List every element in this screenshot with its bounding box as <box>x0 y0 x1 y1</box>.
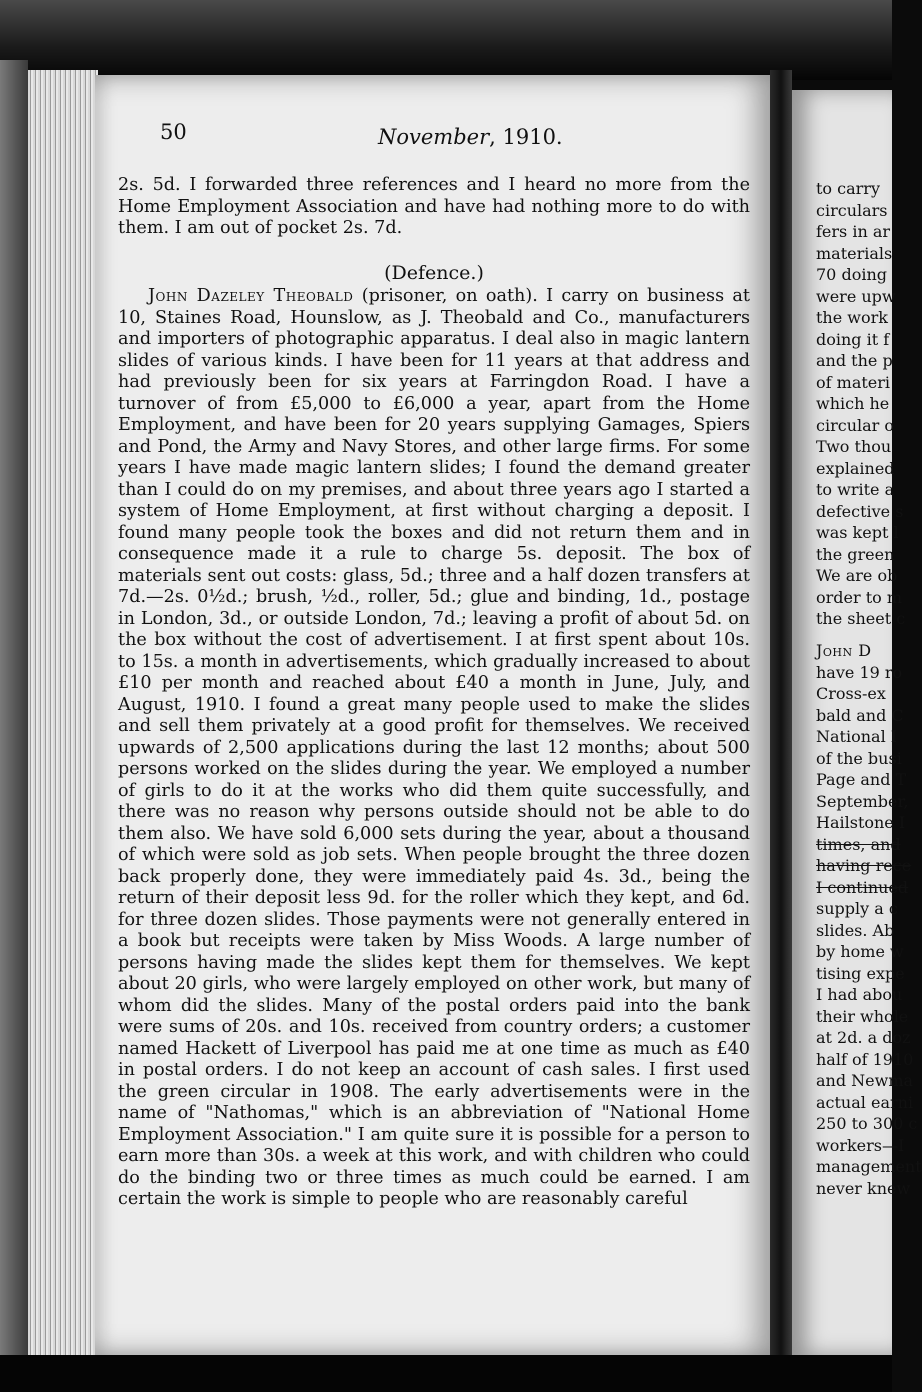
facing-line: never knew <box>816 1178 911 1198</box>
facing-line: the green <box>816 544 895 564</box>
facing-line: doing it f <box>816 329 890 349</box>
facing-line: fers in ar <box>816 222 891 241</box>
facing-line: 250 to 300 c <box>816 1114 918 1133</box>
facing-line: was kept l <box>816 523 899 542</box>
facing-line: defective s <box>816 501 904 521</box>
defence-testimony-text: (prisoner, on oath). I carry on business at 10, Staines Road, Hounslow, as J. Theobald and Co., manufacturers and importers of photographic apparatus. I deal also in magic lantern slides of various kinds. I have been for 11 years at that address and had previously been for six years at Farringdon Road. I have a turnover of from £5,000 to £6,000 a year, apart from the Home Employment, and have been for 20 years supplying Gamages, Spiers and Pond, the Army and Navy Stores, and other large firms. For some years I have made magic lantern slides; I found the demand greater than I could do on my premises, and about three years ago I started a system of Home Employment, at first without charging a deposit. I found many people took the boxes and did not return them and in consequence made it a rule to charge 5s. deposit. The box of materials sent out costs: glass, 5d.; three and a half dozen transfers at 7d.—2s. 0½d.; brush, ½d., roller, 5d.; glue and binding, 1d., postage in London, 3d., or outside London, 7d.; leaving a profit of about 5d. on the box without the cost of advertisement. I at first spent about 10s. to 15s. a month in advertisements, which gradually increased to about £10 per month and reached about £40 a month in June, July, and August, 1910. I found a great many people used to make the slides and sell them privately at a good profit for themselves. We received upwards of 2,500 applications during the last 12 months; about 500 persons worked on the slides during the year. We employed a number of girls to do it at the works who did them quite successfully, and there was no reason why persons outside should not be able to do them also. We have sold 6,000 sets during the year, about a thousand of which were sold as job sets. When people brought the three dozen back properly done, they were immediately paid 4s. 3d., being the return of their deposit less 9d. for the roller which they kept, and 6d. for three dozen slides. Those payments were not generally entered in a book but receipts were taken by Miss Woods. A large number of persons having made the slides kept them for themselves. We kept about 20 girls, who were largely employed on other work, but many of whom did the slides. Many of the postal orders paid into the bank were sums of 20s. and 10s. received from country orders; a customer named Hackett of Liverpool has paid me at one time as much as £40 in postal orders. I do not keep an account of cash sales. I first used the green circular in 1908. The early advertisements were in the name of "Nathomas," which is an abbreviation of "National Home Employment Association." I am quite sure it is possible for a person to earn more than 30s. a week at this work, and with children who could do the binding two or three times as much could be earned. I am certain the work is simple to people who are reasonably careful <box>118 286 750 1209</box>
facing-line: explained <box>816 458 895 478</box>
facing-line: management <box>816 1157 922 1176</box>
facing-line: supply a c <box>816 899 898 918</box>
facing-line: bald and C <box>816 705 904 725</box>
book-gutter <box>770 70 792 1360</box>
facing-line: circulars <box>816 200 888 220</box>
facing-line: order to m <box>816 587 903 607</box>
facing-line-struck: I continued <box>816 877 909 897</box>
facing-line: of materi <box>816 372 891 392</box>
facing-line: by home w <box>816 942 904 961</box>
paragraph-testimony-end: 2s. 5d. I forwarded three references and I heard no more from the Home Employment Association and have had nothing more to do with them. I am out of pocket 2s. 7d. <box>118 175 750 238</box>
facing-line: Cross-ex <box>816 684 886 703</box>
facing-line: tising expe <box>816 963 905 983</box>
facing-line: I had abou <box>816 985 903 1004</box>
running-head-month: November <box>378 125 490 149</box>
facing-line: We are ob <box>816 566 898 585</box>
facing-line: actual earni <box>816 1092 914 1112</box>
facing-page-text-top <box>816 178 905 630</box>
scan-border-top <box>0 0 892 80</box>
facing-line: 70 doing <box>816 265 887 284</box>
facing-line: slides. Ab <box>816 920 895 940</box>
facing-line: their whole <box>816 1006 909 1026</box>
page-number: 50 <box>160 120 187 144</box>
facing-line: to carry <box>816 179 880 198</box>
facing-line: circular o <box>816 415 895 435</box>
running-head-year: , 1910. <box>489 125 563 149</box>
facing-line: which he <box>816 394 890 413</box>
page-stack-edge <box>28 70 98 1355</box>
speaker-name: John Dazeley Theobald <box>148 286 354 306</box>
facing-line-struck: times, and <box>816 834 901 854</box>
facing-line: workers—I <box>816 1135 905 1155</box>
facing-line: at 2d. a doz <box>816 1028 911 1047</box>
facing-line: of the busi <box>816 748 902 768</box>
facing-line: were upw <box>816 286 896 306</box>
facing-page-text-bottom <box>816 640 922 1199</box>
scan-border-bottom <box>0 1355 892 1392</box>
facing-line: September, <box>816 791 909 811</box>
section-heading-defence: (Defence.) <box>384 262 484 284</box>
facing-line: materials <box>816 243 893 263</box>
facing-line: half of 1910 <box>816 1049 914 1069</box>
book-cover-edge <box>0 60 28 1360</box>
facing-line: John D <box>816 641 872 660</box>
paragraph-defence-testimony <box>118 286 750 1211</box>
facing-line: have 19 ro <box>816 662 903 682</box>
facing-line: and the p <box>816 351 893 370</box>
facing-line: the work <box>816 308 888 327</box>
facing-line: the sheet c <box>816 609 906 628</box>
facing-line: Two thou <box>816 437 892 456</box>
facing-line: Page and T <box>816 770 907 789</box>
facing-line: National I <box>816 727 898 746</box>
facing-line: Hailstone I <box>816 813 906 832</box>
facing-line-struck: having rece <box>816 856 912 875</box>
running-head <box>378 125 563 149</box>
facing-line: to write a <box>816 480 895 499</box>
facing-line: and Newma <box>816 1071 914 1090</box>
